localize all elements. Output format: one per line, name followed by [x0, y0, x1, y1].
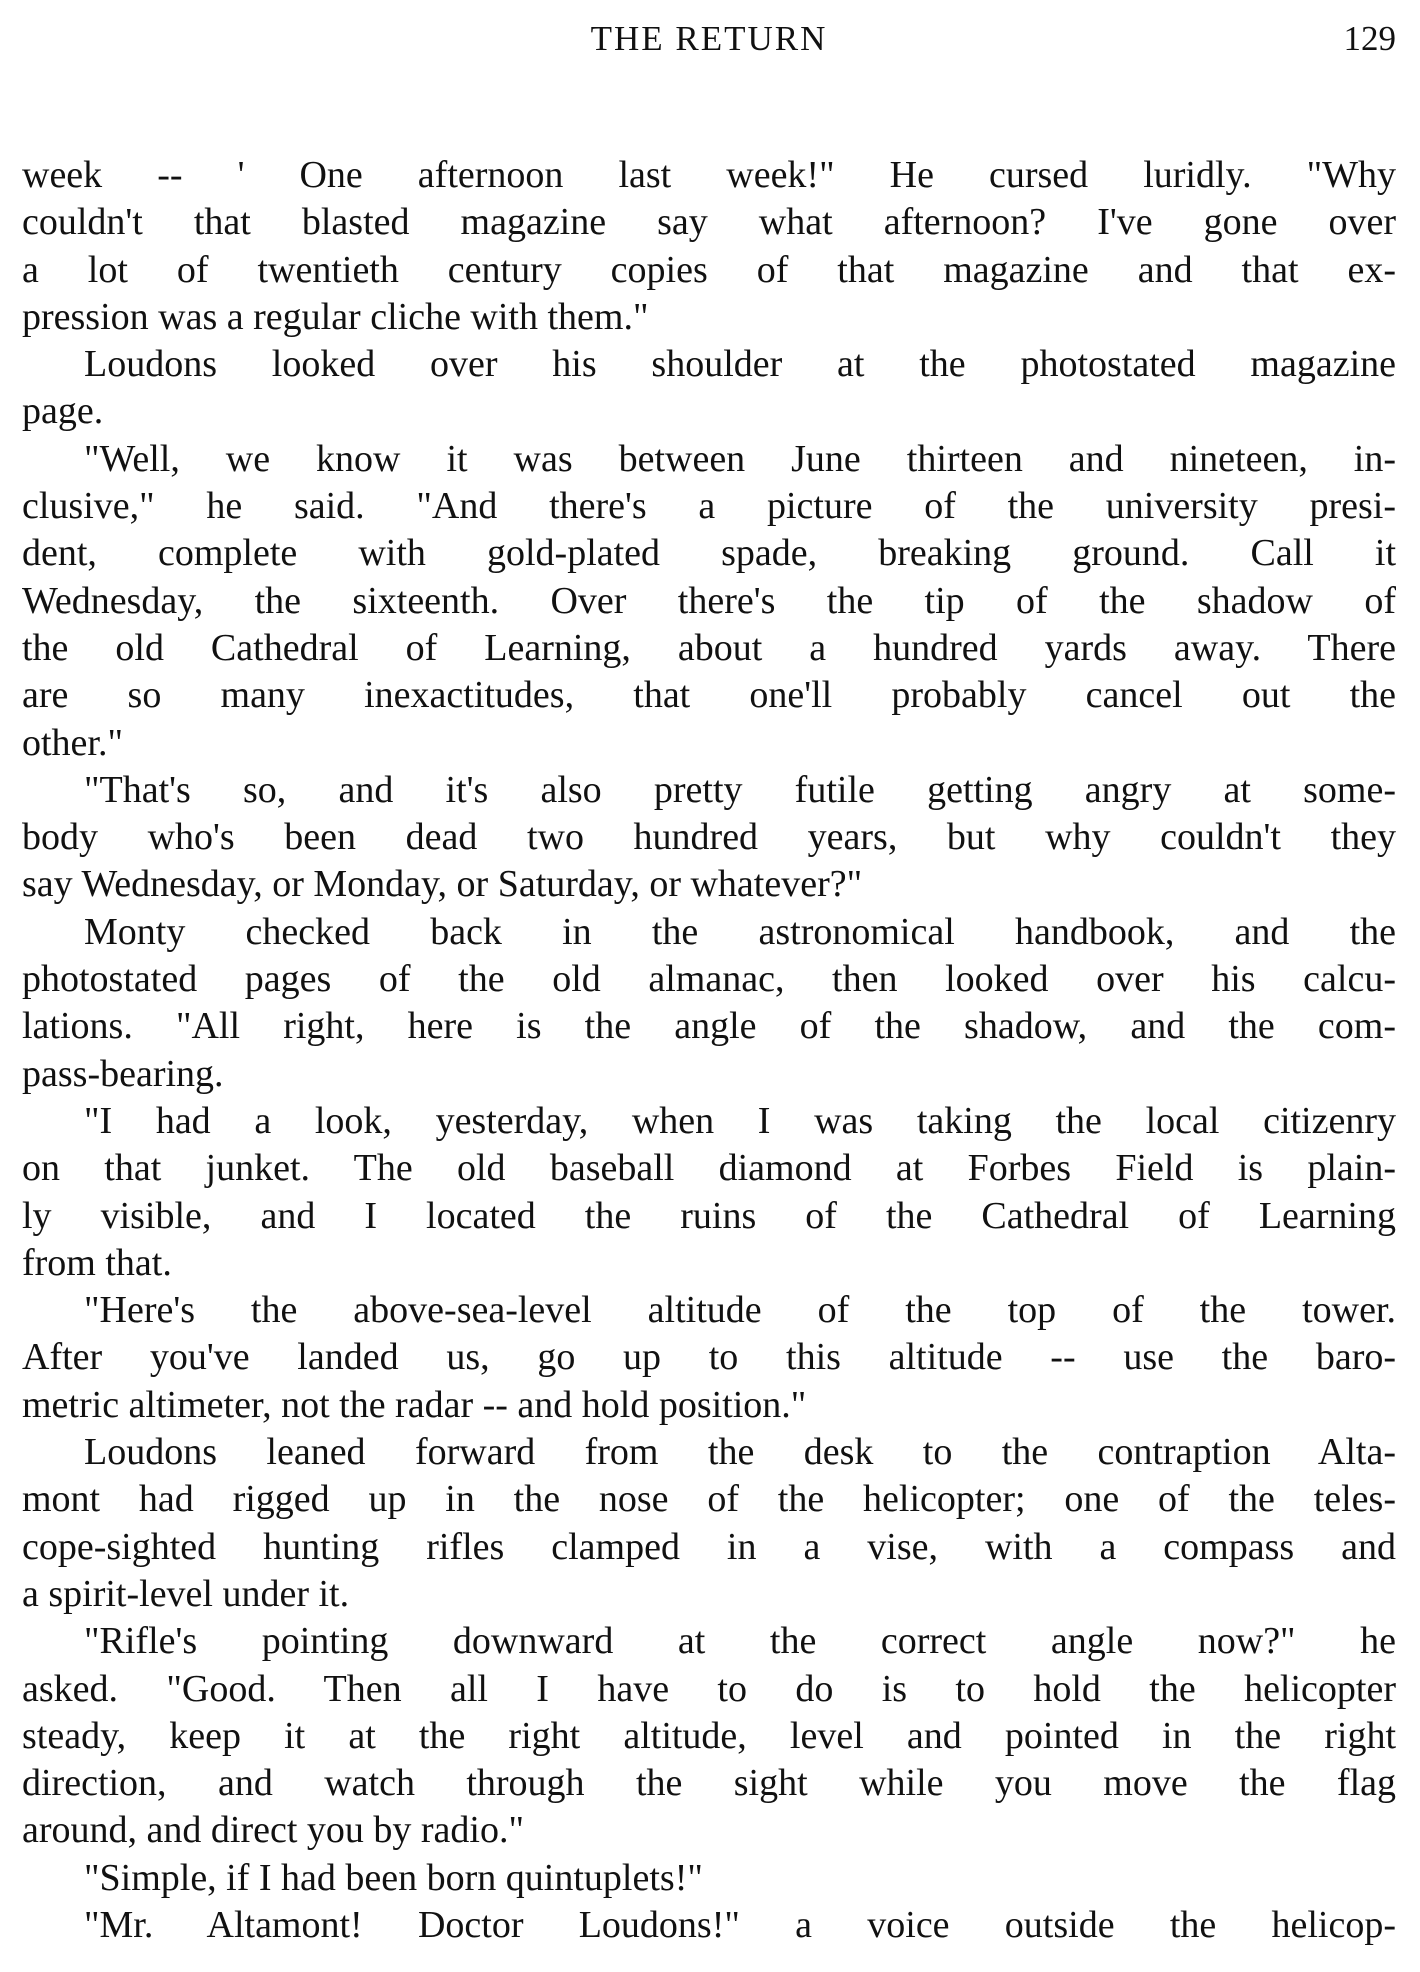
text-line: body who's been dead two hundred years, but why couldn't they [22, 816, 1396, 859]
text-line: a lot of twentieth century copies of that magazine and that ex- [22, 248, 1396, 291]
text-line: couldn't that blasted magazine say what afternoon? I've gone over [22, 201, 1396, 244]
text-line: on that junket. The old baseball diamond at Forbes Field is plain- [22, 1147, 1396, 1190]
text-line: cope-sighted hunting rifles clamped in a vise, with a compass and [22, 1525, 1396, 1568]
text-line: lations. "All right, here is the angle of the shadow, and the com- [22, 1005, 1396, 1048]
running-head [22, 14, 1396, 64]
text-line: Wednesday, the sixteenth. Over there's the tip of the shadow of [22, 579, 1396, 622]
text-line: say Wednesday, or Monday, or Saturday, or whatever?" [22, 863, 863, 906]
page-number: 129 [1343, 19, 1396, 58]
text-line: "Rifle's pointing downward at the correct angle now?" he [84, 1620, 1396, 1663]
text-line: "Mr. Altamont! Doctor Loudons!" a voice outside the helicop- [84, 1903, 1396, 1946]
text-line: Loudons leaned forward from the desk to the contraption Alta- [84, 1431, 1396, 1474]
text-line: clusive," he said. "And there's a picture of the university presi- [22, 485, 1396, 528]
text-line: steady, keep it at the right altitude, level and pointed in the right [22, 1714, 1396, 1757]
text-line: direction, and watch through the sight while you move the flag [22, 1762, 1396, 1805]
text-line: photostated pages of the old almanac, then looked over his calcu- [22, 958, 1396, 1001]
body-text [22, 152, 1396, 1949]
text-line: "Simple, if I had been born quintuplets!" [84, 1856, 703, 1899]
text-line: other." [22, 721, 123, 764]
text-line: week -- ' One afternoon last week!" He cursed luridly. "Why [22, 154, 1396, 196]
running-title: THE RETURN [590, 19, 828, 58]
text-line: the old Cathedral of Learning, about a hundred yards away. There [22, 626, 1396, 669]
text-line: dent, complete with gold-plated spade, breaking ground. Call it [22, 532, 1396, 575]
text-line: from that. [22, 1241, 172, 1284]
text-line: ly visible, and I located the ruins of the Cathedral of Learning [22, 1194, 1396, 1237]
text-line: Loudons looked over his shoulder at the photostated magazine [84, 343, 1396, 386]
text-line: mont had rigged up in the nose of the helicopter; one of the teles- [22, 1478, 1396, 1521]
text-line: a spirit-level under it. [22, 1572, 350, 1615]
text-line: pass-bearing. [22, 1052, 224, 1095]
text-line: are so many inexactitudes, that one'll probably cancel out the [22, 674, 1396, 717]
text-line: After you've landed us, go up to this altitude -- use the baro- [22, 1336, 1396, 1379]
text-line: pression was a regular cliche with them." [22, 295, 649, 338]
text-line: "I had a look, yesterday, when I was taking the local citizenry [84, 1099, 1396, 1142]
text-line: "Well, we know it was between June thirteen and nineteen, in- [84, 437, 1396, 480]
text-line: asked. "Good. Then all I have to do is to hold the helicopter [22, 1667, 1396, 1710]
text-line: metric altimeter, not the radar -- and hold position." [22, 1383, 807, 1426]
text-line: page. [22, 390, 104, 433]
text-line: "Here's the above-sea-level altitude of the top of the tower. [84, 1289, 1396, 1332]
text-line: Monty checked back in the astronomical handbook, and the [84, 910, 1396, 953]
text-line: "That's so, and it's also pretty futile getting angry at some- [84, 768, 1396, 811]
text-line: around, and direct you by radio." [22, 1809, 524, 1852]
